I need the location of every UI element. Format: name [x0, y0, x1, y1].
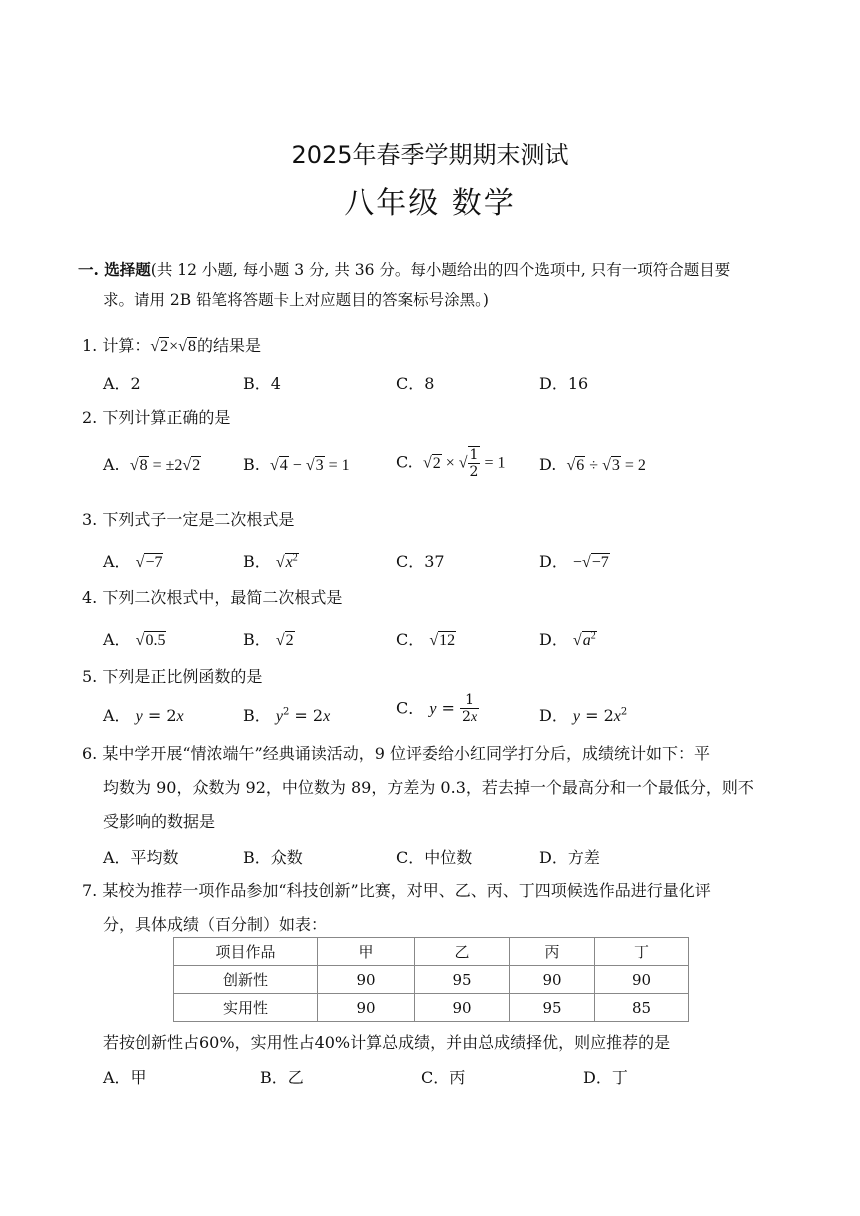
- option-c[interactable]: C． y = $\frac{1}{2x}$: [396, 692, 478, 725]
- option-c[interactable]: C. √2 × √ $\frac{1}{2}$ = 1: [396, 447, 506, 480]
- table-cell: 90: [318, 966, 415, 994]
- question-stem: 某校为推荐一项作品参加“科技创新”比赛，对甲、乙、丙、丁四项候选作品进行量化评: [102, 881, 711, 900]
- option-b[interactable]: B． $√x^2$: [243, 552, 298, 571]
- question-number: 7.: [82, 881, 98, 900]
- option-b[interactable]: B．众数: [243, 848, 303, 867]
- option-b[interactable]: B．乙: [260, 1068, 304, 1087]
- question-2: [82, 405, 230, 428]
- question-stem: 下列二次根式中，最简二次根式是: [102, 588, 343, 607]
- table-cell: 90: [595, 966, 689, 994]
- question-6-line3: 受影响的数据是: [103, 812, 216, 831]
- option-a[interactable]: A． √0.5: [103, 630, 166, 649]
- table-header-row: [174, 938, 689, 966]
- section-title: 一. 选择题: [78, 260, 151, 279]
- option-c[interactable]: C．丙: [421, 1068, 466, 1087]
- option-d[interactable]: D. √6 ÷ √3 = 2: [539, 455, 646, 474]
- option-b[interactable]: B． $y^2 = 2x$: [243, 706, 331, 725]
- section-description-2: 求。请用 2B 铅笔将答题卡上对应题目的答案标号涂黑。): [103, 291, 489, 309]
- question-4: [82, 585, 342, 608]
- table-header-cell: 项目作品: [174, 938, 318, 966]
- option-c[interactable]: C．8: [396, 374, 435, 393]
- question-number: 1.: [82, 336, 98, 355]
- table-cell: 90: [415, 994, 510, 1022]
- question-stem-end: 的结果是: [196, 336, 261, 355]
- question-7: [82, 878, 711, 901]
- question-7-after: 若按创新性占60%，实用性占40%计算总成绩，并由总成绩择优，则应推荐的是: [103, 1033, 671, 1052]
- question-7-line2: 分，具体成绩（百分制）如表：: [103, 915, 328, 934]
- question-1: [82, 333, 261, 356]
- question-number: 5.: [82, 667, 98, 686]
- option-b[interactable]: B． √2: [243, 630, 294, 649]
- question-stem: 某中学开展“情浓端午”经典诵读活动，9 位评委给小红同学打分后，成绩统计如下：平: [102, 744, 710, 763]
- option-d[interactable]: D．16: [539, 374, 589, 393]
- table-cell: 90: [510, 966, 595, 994]
- option-d[interactable]: D．方差: [539, 848, 600, 867]
- table-cell: 95: [510, 994, 595, 1022]
- table-cell: 实用性: [174, 994, 318, 1022]
- option-a[interactable]: A． √−7: [103, 552, 163, 571]
- question-stem: 计算：: [102, 336, 151, 355]
- option-d[interactable]: D．丁: [583, 1068, 628, 1087]
- table-header-cell: 丙: [510, 938, 595, 966]
- option-a[interactable]: A．甲: [103, 1068, 147, 1087]
- section-heading-line: [78, 255, 730, 285]
- table-header-cell: 甲: [318, 938, 415, 966]
- table-header-cell: 乙: [415, 938, 510, 966]
- question-number: 3.: [82, 510, 98, 529]
- question-stem: 下列是正比例函数的是: [102, 667, 263, 686]
- question-6-line2: 均数为 90，众数为 92，中位数为 89，方差为 0.3，若去掉一个最高分和一个最低分，则不: [103, 778, 754, 797]
- option-a[interactable]: A. √8 = ±2√2: [103, 455, 201, 474]
- math-expression: √2×√8: [150, 338, 196, 355]
- option-a[interactable]: A． y = 2x: [103, 706, 184, 725]
- option-c[interactable]: C． √12: [396, 630, 456, 649]
- option-d[interactable]: D． $y = 2x^2$: [539, 706, 628, 725]
- table-cell: 90: [318, 994, 415, 1022]
- table-header-cell: 丁: [595, 938, 689, 966]
- question-6: [82, 741, 710, 764]
- option-c[interactable]: C．中位数: [396, 848, 473, 867]
- question-3: [82, 507, 294, 530]
- option-b[interactable]: B. √4 − √3 = 1: [243, 455, 350, 474]
- table-cell: 创新性: [174, 966, 318, 994]
- question-number: 2.: [82, 408, 98, 427]
- table-cell: 85: [595, 994, 689, 1022]
- section-description: (共 12 小题, 每小题 3 分, 共 36 分。每小题给出的四个选项中, 只有一项符合题目要: [150, 261, 731, 279]
- table-cell: 95: [415, 966, 510, 994]
- option-d[interactable]: D． $√a^2$: [539, 630, 596, 649]
- option-c[interactable]: C．37: [396, 552, 445, 571]
- question-number: 6.: [82, 744, 98, 763]
- table-row: [174, 994, 689, 1022]
- question-stem: 下列式子一定是二次根式是: [102, 510, 295, 529]
- option-a[interactable]: A．2: [103, 374, 141, 393]
- exam-subtitle: 八年级 数学: [344, 186, 516, 221]
- option-d[interactable]: D． −√−7: [539, 552, 609, 571]
- question-number: 4.: [82, 588, 98, 607]
- option-b[interactable]: B．4: [243, 374, 281, 393]
- score-table: [173, 937, 689, 1022]
- table-row: [174, 966, 689, 994]
- exam-title: 2025年春季学期期末测试: [291, 141, 569, 169]
- question-stem: 下列计算正确的是: [102, 408, 231, 427]
- question-5: [82, 664, 262, 687]
- option-a[interactable]: A．平均数: [103, 848, 179, 867]
